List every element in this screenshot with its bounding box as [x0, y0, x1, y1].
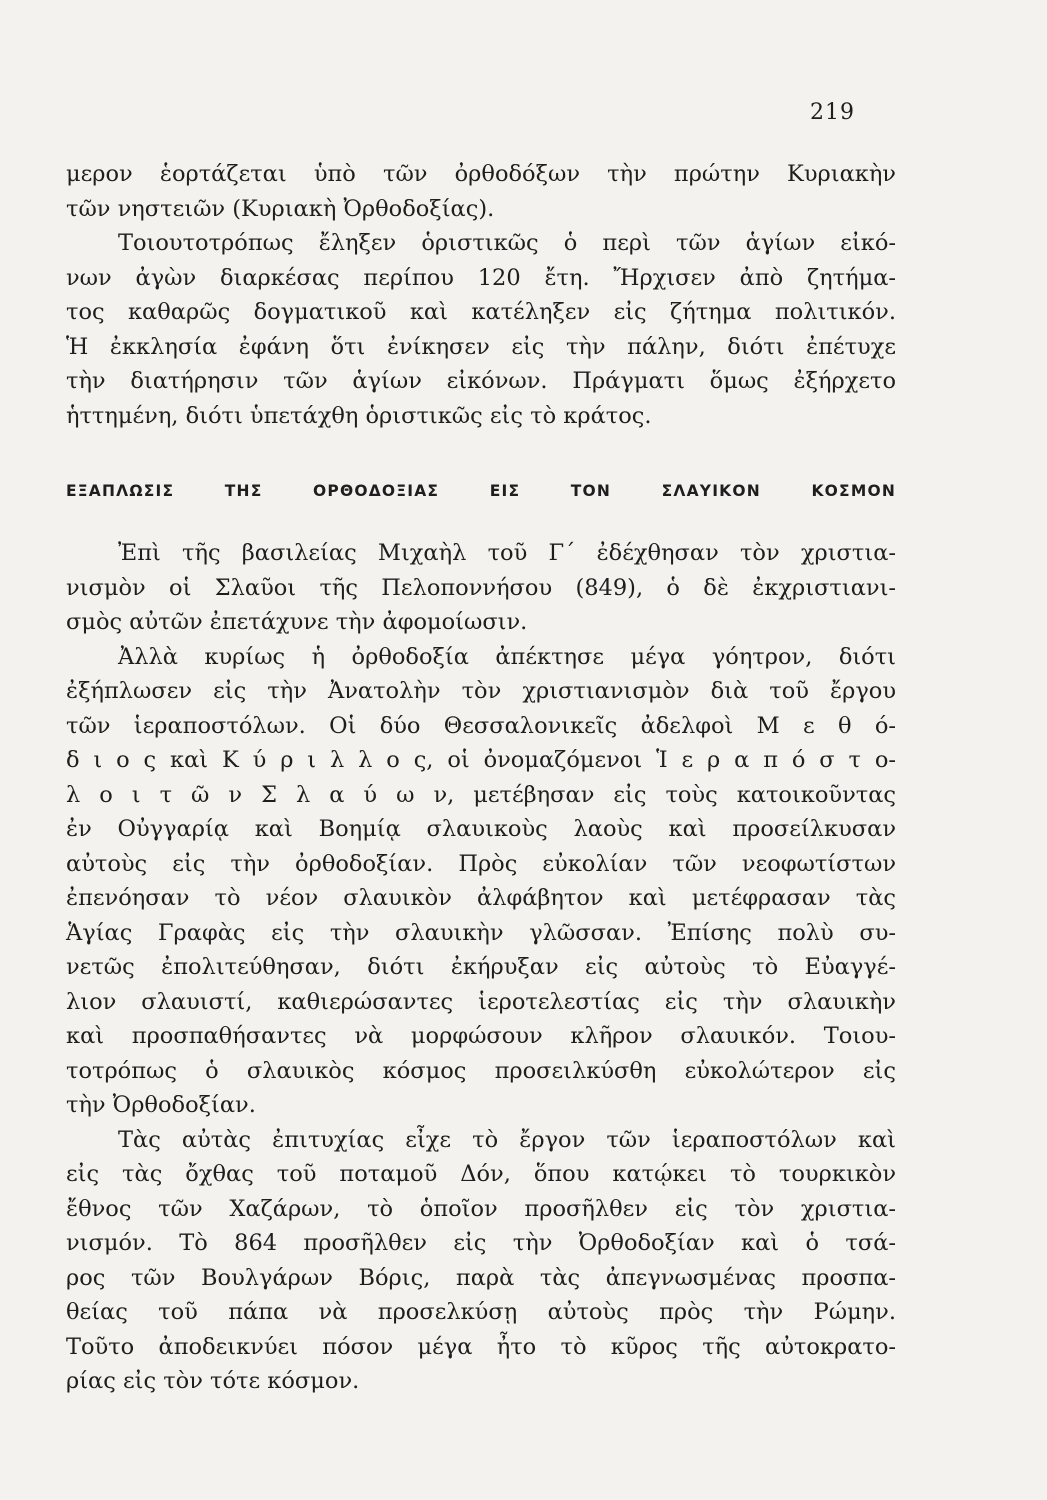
text-line: ἔθνος τῶν Χαζάρων, τὸ ὁποῖον προσῆλθεν εἰς τὸν χριστια-: [66, 1195, 896, 1222]
text-line: νων ἀγὼν διαρκέσας περίπου 120 ἔτη. Ἤρχισεν ἀπὸ ζητήμα-: [66, 264, 896, 291]
text-line: Τοιουτοτρόπως ἔληξεν ὁριστικῶς ὁ περὶ τῶν ἁγίων εἰκό-: [118, 230, 896, 256]
paragraph-block-slavic-world: [66, 536, 896, 1399]
text-line: τῶν νηστειῶν (Κυριακὴ Ὀρθοδοξίας).: [66, 195, 495, 222]
text-line: Τοῦτο ἀποδεικνύει πόσον μέγα ἦτο τὸ κῦρος τῆς αὐτοκρατο-: [66, 1333, 896, 1360]
text-line: ἐν Οὐγγαρίᾳ καὶ Βοημίᾳ σλαυικοὺς λαοὺς καὶ προσείλκυσαν: [66, 816, 896, 842]
text-line: λ ο ι τ ῶ ν Σ λ α ύ ω ν, μετέβησαν εἰς τοὺς κατοικοῦντας: [66, 781, 896, 808]
paragraph-block-iconoclasm-end: [66, 157, 896, 433]
text-line: ἐξήπλωσεν εἰς τὴν Ἀνατολὴν τὸν χριστιανισμὸν διὰ τοῦ ἔργου: [66, 678, 896, 704]
text-line: αὐτοὺς εἰς τὴν ὀρθοδοξίαν. Πρὸς εὐκολίαν τῶν νεοφωτίστων: [66, 850, 896, 877]
text-line: δ ι ο ς καὶ Κ ύ ρ ι λ λ ο ς, οἱ ὀνομαζόμενοι Ἱ ε ρ α π ό σ τ ο-: [66, 747, 896, 773]
text-line: ἐπενόησαν τὸ νέον σλαυικὸν ἀλφάβητον καὶ μετέφρασαν τὰς: [66, 885, 896, 911]
text-line: σμὸς αὐτῶν ἐπετάχυνε τὴν ἀφομοίωσιν.: [66, 609, 528, 635]
text-line: Τὰς αὐτὰς ἐπιτυχίας εἶχε τὸ ἔργον τῶν ἱεραποστόλων καὶ: [118, 1126, 896, 1153]
text-line: ἡττημένη, διότι ὑπετάχθη ὁριστικῶς εἰς τὸ κράτος.: [66, 402, 652, 429]
text-line: θείας τοῦ πάπα νὰ προσελκύσῃ αὐτοὺς πρὸς τὴν Ρώμην.: [66, 1299, 896, 1325]
text-line: μερον ἑορτάζεται ὑπὸ τῶν ὀρθοδόξων τὴν πρώτην Κυριακὴν: [66, 161, 896, 187]
text-line: Ἀλλὰ κυρίως ἡ ὀρθοδοξία ἀπέκτησε μέγα γόητρον, διότι: [118, 643, 896, 670]
text-line: τοτρόπως ὁ σλαυικὸς κόσμος προσειλκύσθη εὐκολώτερον εἰς: [66, 1057, 896, 1084]
text-line: λιον σλαυιστί, καθιερώσαντες ἱεροτελεστίας εἰς τὴν σλαυικὴν: [66, 988, 896, 1015]
text-line: εἰς τὰς ὄχθας τοῦ ποταμοῦ Δόν, ὅπου κατῴκει τὸ τουρκικὸν: [66, 1161, 896, 1187]
text-line: νετῶς ἐπολιτεύθησαν, διότι ἐκήρυξαν εἰς αὐτοὺς τὸ Εὐαγγέ-: [66, 954, 896, 980]
section-heading: ΕΞΑΠΛΩΣΙΣ ΤΗΣ ΟΡΘΟΔΟΞΙΑΣ ΕΙΣ ΤΟΝ ΣΛΑΥΙΚΟΝ ΚΟΣΜΟΝ: [66, 482, 896, 500]
text-line: τὴν διατήρησιν τῶν ἁγίων εἰκόνων. Πράγματι ὅμως ἐξήρχετο: [66, 368, 896, 394]
text-line: Ἐπὶ τῆς βασιλείας Μιχαὴλ τοῦ Γ΄ ἐδέχθησαν τὸν χριστια-: [118, 540, 896, 566]
text-line: τος καθαρῶς δογματικοῦ καὶ κατέληξεν εἰς ζήτημα πολιτικόν.: [66, 299, 896, 325]
text-line: Ἁγίας Γραφὰς εἰς τὴν σλαυικὴν γλῶσσαν. Ἐπίσης πολὺ συ-: [66, 919, 896, 946]
text-line: τῶν ἱεραποστόλων. Οἱ δύο Θεσσαλονικεῖς ἀδελφοὶ Μ ε θ ό-: [66, 712, 896, 739]
text-line: Ἡ ἐκκλησία ἐφάνη ὅτι ἐνίκησεν εἰς τὴν πάλην, διότι ἐπέτυχε: [66, 333, 896, 360]
text-line: καὶ προσπαθήσαντες νὰ μορφώσουν κλῆρον σλαυικόν. Τοιου-: [66, 1023, 896, 1049]
text-line: νισμόν. Τὸ 864 προσῆλθεν εἰς τὴν Ὀρθοδοξίαν καὶ ὁ τσά-: [66, 1230, 896, 1256]
text-line: τὴν Ὀρθοδοξίαν.: [66, 1092, 256, 1118]
page-number: 219: [810, 100, 855, 125]
text-line: ρίας εἰς τὸν τότε κόσμον.: [66, 1368, 360, 1394]
text-line: νισμὸν οἱ Σλαῦοι τῆς Πελοποννήσου (849), ὁ δὲ ἐκχριστιανι-: [66, 574, 896, 601]
text-line: ρος τῶν Βουλγάρων Βόρις, παρὰ τὰς ἀπεγνωσμένας προσπα-: [66, 1264, 896, 1291]
